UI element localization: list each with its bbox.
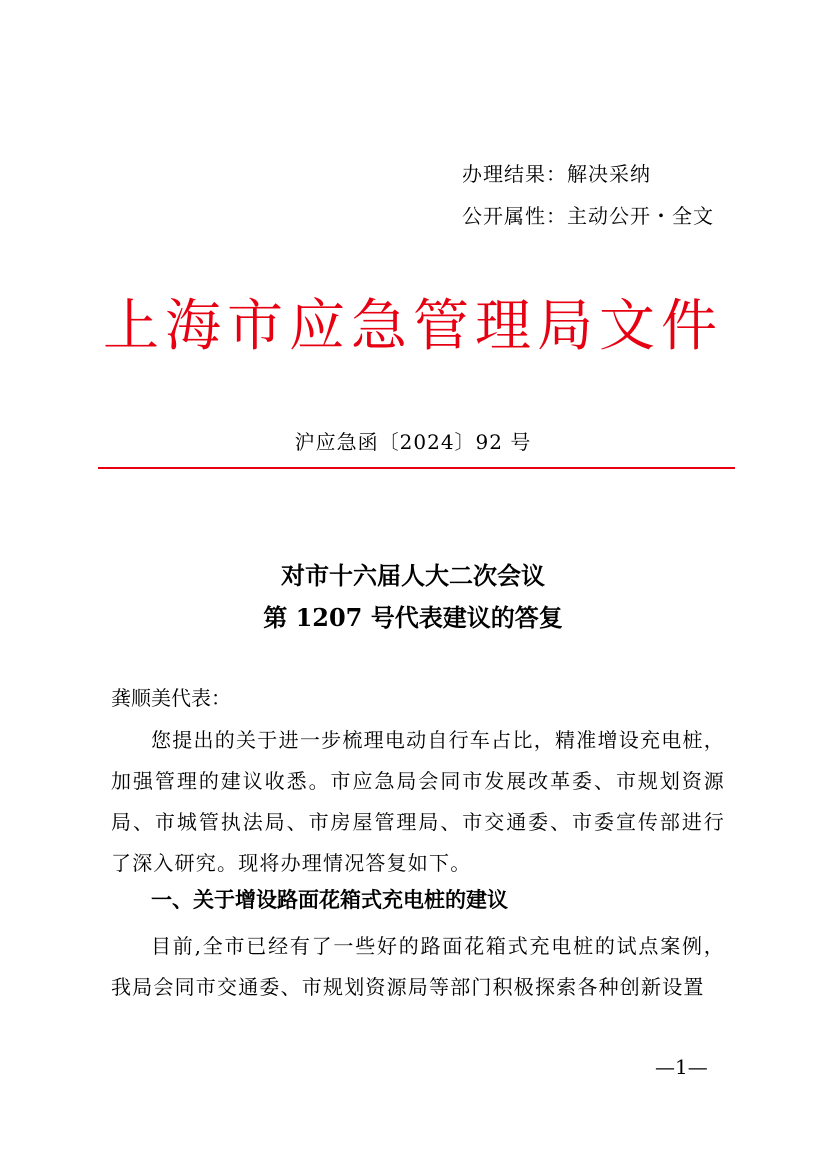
- subject-line-2: 第 1207 号代表建议的答复: [263, 603, 563, 632]
- paragraph-section-1: 目前,全市已经有了一些好的路面花箱式充电桩的试点案例，我局会同市交通委、市规划资源局等部门积极探索各种创新设置: [111, 934, 725, 999]
- handling-result: 办理结果：解决采纳: [462, 162, 651, 186]
- disclosure-attribute: 公开属性：主动公开・全文: [462, 204, 714, 228]
- page-number: —1—: [655, 1055, 708, 1079]
- document-number: 沪应急函〔2024〕92 号: [294, 430, 532, 454]
- red-divider: [98, 467, 735, 469]
- document-title: 上海市应急管理局文件: [103, 294, 723, 359]
- paragraph-intro: 您提出的关于进一步梳理电动自行车占比，精准增设充电桩，加强管理的建议收悉。市应急局会同市发展改革委、市规划资源局、市城管执法局、市房屋管理局、市交通委、市委宣传部进行了深入研究。现将办理情况答复如下。: [111, 728, 725, 875]
- subject-line-1: 对市十六届人大二次会议: [281, 561, 545, 590]
- greeting: 龚顺美代表：: [111, 686, 231, 710]
- section-heading-1: 一、关于增设路面花箱式充电桩的建议: [151, 888, 508, 912]
